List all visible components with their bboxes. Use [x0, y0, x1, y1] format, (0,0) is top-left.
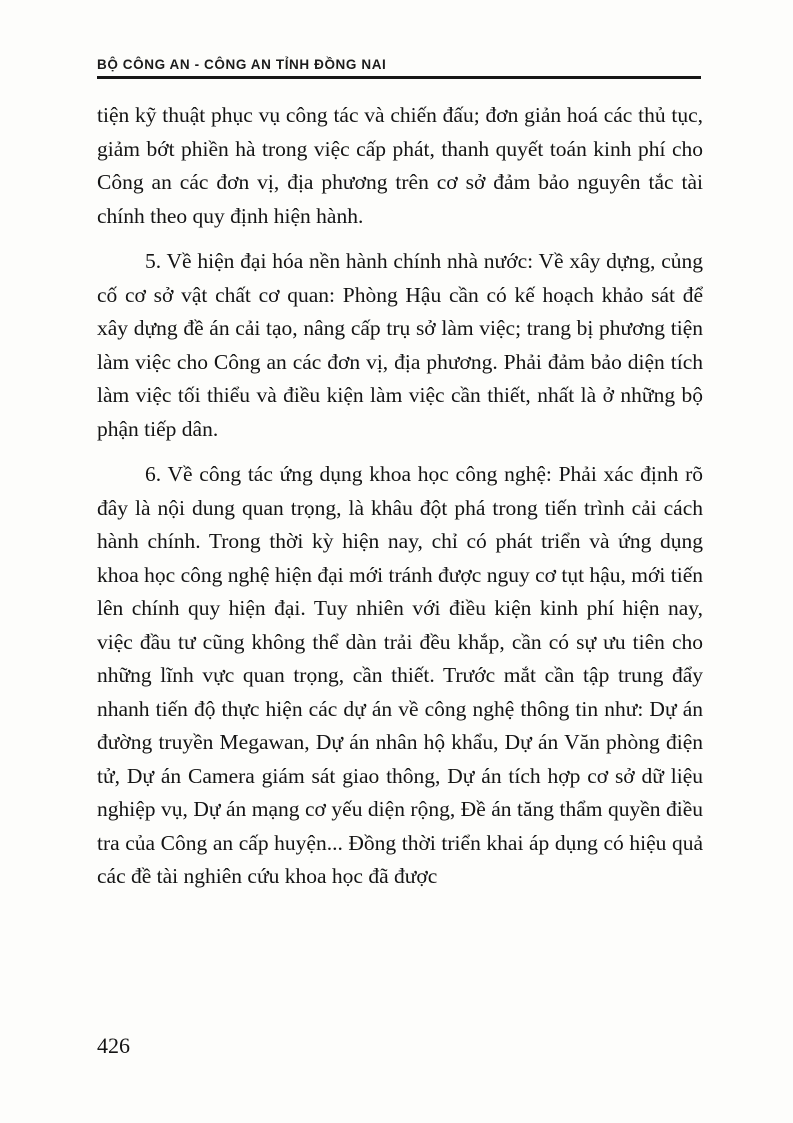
header-rule-divider [97, 76, 701, 79]
paragraph-continuation: tiện kỹ thuật phục vụ công tác và chiến đấu; đơn giản hoá các thủ tục, giảm bớt phiền hà trong việc cấp phát, thanh quyết toán kinh phí cho Công an các đơn vị, địa phương trên cơ sở đảm bảo nguyên tắc tài chính theo quy định hiện hành. [97, 103, 703, 228]
running-header [97, 57, 701, 87]
paragraph-item-5: 5. Về hiện đại hóa nền hành chính nhà nước: Về xây dựng, củng cố cơ sở vật chất cơ quan: Phòng Hậu cần có kế hoạch khảo sát để xây dựng đề án cải tạo, nâng cấp trụ sở làm việc; trang bị phương tiện làm việc cho Công an các đơn vị, địa phương. Phải đảm bảo diện tích làm việc tối thiểu và điều kiện làm việc cần thiết, nhất là ở những bộ phận tiếp dân. [97, 249, 703, 441]
paragraph-item-6: 6. Về công tác ứng dụng khoa học công nghệ: Phải xác định rõ đây là nội dung quan trọng, là khâu đột phá trong tiến trình cải cách hành chính. Trong thời kỳ hiện nay, chỉ có phát triển và ứng dụng khoa học công nghệ hiện đại mới tránh được nguy cơ tụt hậu, mới tiến lên chính quy hiện đại. Tuy nhiên với điều kiện kinh phí hiện nay, việc đầu tư cũng không thể dàn trải đều khắp, cần có sự ưu tiên cho những lĩnh vực quan trọng, cần thiết. Trước mắt cần tập trung đẩy nhanh tiến độ thực hiện các dự án về công nghệ thông tin như: Dự án đường truyền Megawan, Dự án nhân hộ khẩu, Dự án Văn phòng điện tử, Dự án Camera giám sát giao thông, Dự án tích hợp cơ sở dữ liệu nghiệp vụ, Dự án mạng cơ yếu diện rộng, Đề án tăng thẩm quyền điều tra của Công an cấp huyện... Đồng thời triển khai áp dụng có hiệu quả các đề tài nghiên cứu khoa học đã được [97, 462, 703, 888]
page-body [97, 99, 703, 894]
page-number: 426 [97, 1033, 130, 1058]
running-header-title: BỘ CÔNG AN - CÔNG AN TỈNH ĐỒNG NAI [97, 57, 387, 72]
